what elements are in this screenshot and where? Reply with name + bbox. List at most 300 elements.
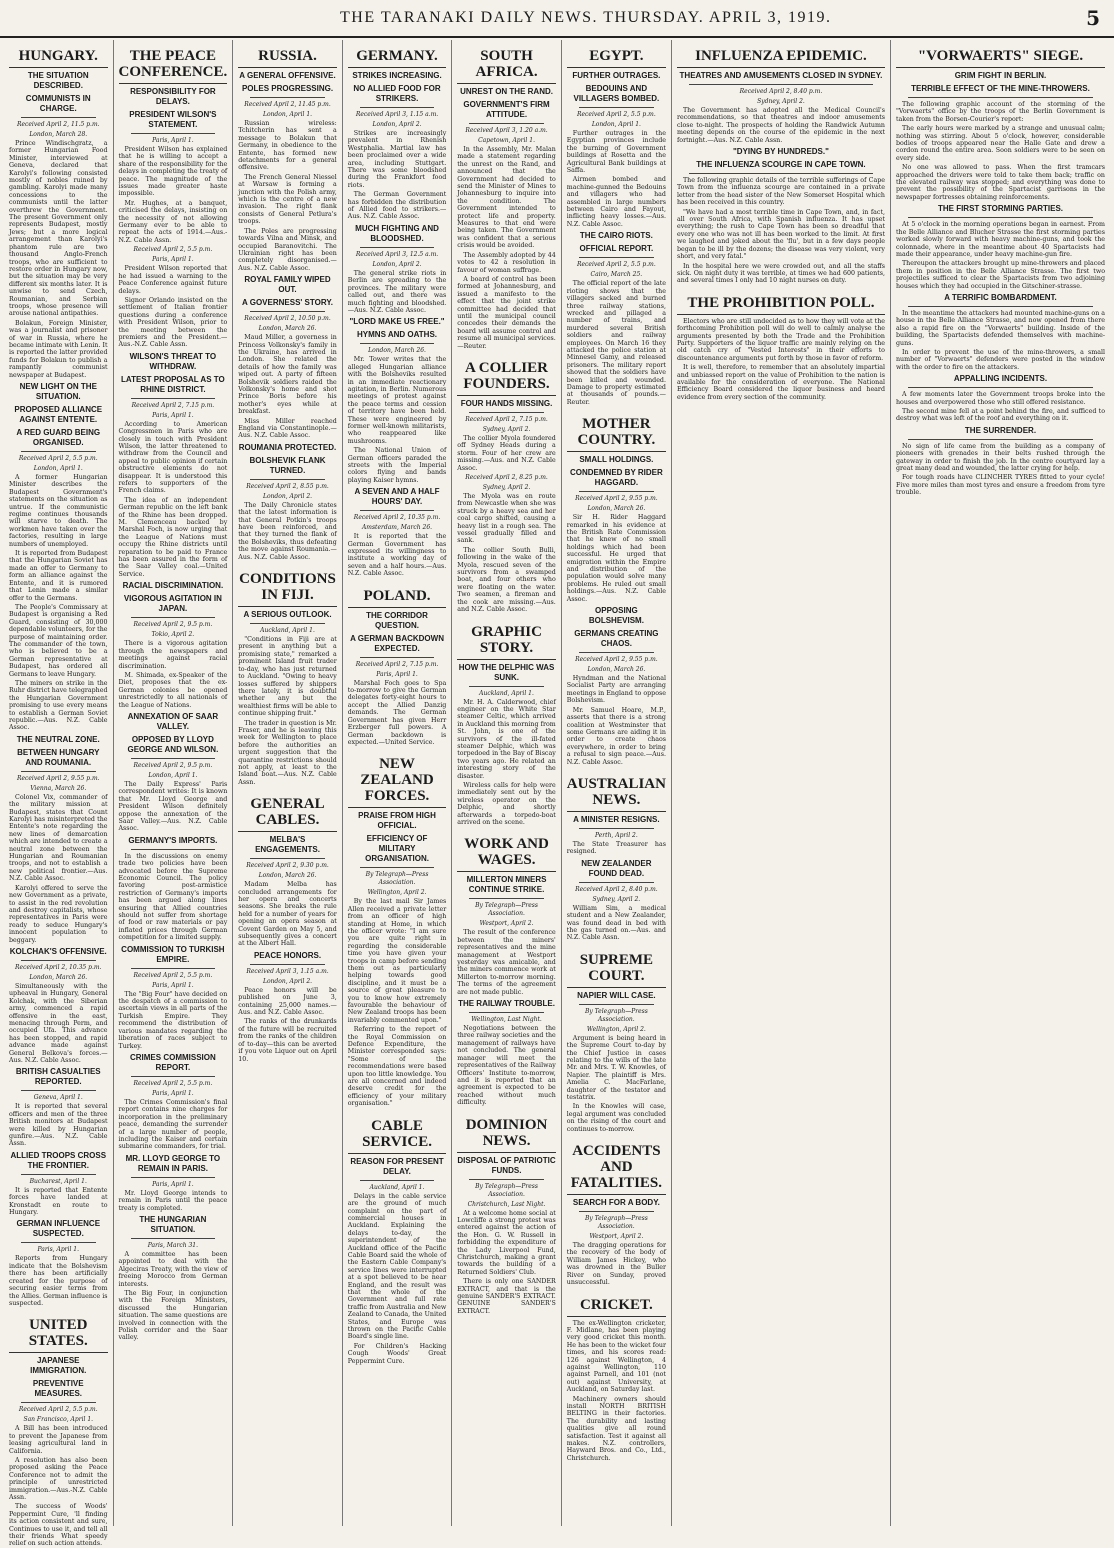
- paragraph: A board of control has been formed at Johannesburg, and issued a manifesto to the effect that the joint strike committee had decided that until the municipal council concedes their demands the board will assume control and resume all municipal services.—Reuter.: [457, 275, 556, 350]
- dateline: Wellington, April 2.: [586, 1025, 646, 1033]
- dateline: Received April 2, 10.50 p.m.: [244, 315, 331, 323]
- dateline: Capetown, April 1.: [478, 137, 535, 144]
- paragraph: Russian wireless: Tchitcherin has sent a message to Bolakun that Germany, in obedience to the Entente, has formed new detachments for a general offensive.: [238, 120, 337, 172]
- subheading: THE FIRST STORMING PARTIES.: [937, 204, 1064, 214]
- dateline: By Telegraph—Press Association.: [584, 1215, 648, 1231]
- dateline: Westport, April 2.: [479, 920, 534, 928]
- column-7: [672, 40, 891, 1526]
- subheading: KOLCHAK'S OFFENSIVE.: [9, 946, 107, 956]
- article: [457, 832, 556, 1106]
- article: [457, 356, 556, 614]
- article-headline: SOUTH AFRICA.: [457, 44, 556, 84]
- dateline: London, April 2.: [262, 977, 313, 985]
- subheading: THE NEUTRAL ZONE.: [16, 734, 100, 744]
- paragraph: A Bill has been introduced to prevent the Japanese from leasing agricultural land in California.: [9, 1425, 108, 1455]
- article-headline: AUSTRALIAN NEWS.: [567, 772, 666, 812]
- article-headline: POLAND.: [348, 584, 447, 608]
- paragraph: There is only one SANDER EXTRACT, and that is the genuine SANDER'S EXTRACT. GENUINE SANDER'S EXTRACT.: [457, 1278, 556, 1315]
- paragraph: The following graphic details of the terrible sufferings of Cape Town from the influenza scourge are contained in a private letter from the head sister of the New Somerset Hospital which has been received in this country.: [676, 177, 885, 207]
- paragraph: The German Government has forbidden the distribution of Allied food to strikers.—Aus. N.Z. Cable Assoc.: [347, 191, 447, 221]
- dateline: Received April 2, 11.5 p.m.: [16, 121, 100, 128]
- paragraph: It is reported that the German Government has expressed its willingness to institute a working day of seven and a half hours.—Aus. N.Z. Cable Assoc.: [347, 533, 447, 578]
- subheading: NEW LIGHT ON THE SITUATION.: [19, 382, 97, 401]
- paragraph: Marshal Foch goes to Spa to-morrow to give the German delegates forty-eight hours to accept the Allied Danzig demands. The German Government has given Herr Erzberger full powers. A German backdown is expected.—United Service.: [347, 679, 447, 746]
- paragraph: The Poles are progressing towards Vilna and Minsk, and occupied Baranovitchi. The Ukrainian right has been completely disorganised.—Aus. N.Z. Cable Assoc.: [238, 227, 337, 272]
- paragraph: Mr. H. A. Calderwood, chief engineer on the White Star steamer Celtic, which arrived in Auckland this morning from St. John, is one of the survivors of the ill-fated steamer Delphic, which was torpedoed in the Bay of Biscay two years ago. He related an interesting story of the disaster.: [457, 698, 556, 780]
- paragraph: Maud Miller, a governess in Princess Volkonsky's family in the Ukraine, has arrived in London. She related the details of how the family was wiped out. A party of fifteen Bolshevik soldiers raided the Volkonsky's home and shot Prince Boris before his mother's eyes while at breakfast.: [238, 334, 337, 416]
- divider-rule: [250, 964, 325, 965]
- subheading: SMALL HOLDINGS.: [579, 455, 654, 465]
- dateline: London, April 1.: [33, 465, 83, 472]
- dateline: London, March 26.: [587, 505, 646, 513]
- paragraph: The "Big Four" have decided on the despatch of a commission to ascertain views in all parts of the Turkish Empire. They recommend the distribution of various mandates regarding the liberation of races subject to Turkey.: [118, 990, 228, 1050]
- dateline: Paris, April 1.: [376, 670, 418, 678]
- subheading: TERRIBLE EFFECT OF THE MINE-THROWERS.: [911, 84, 1090, 93]
- article-columns: [4, 40, 1110, 1548]
- divider-rule: [21, 1402, 96, 1403]
- subheading: SEARCH FOR A BODY.: [572, 1198, 660, 1208]
- dateline: Paris, April 1.: [152, 981, 194, 989]
- subheading: PROPOSED ALLIANCE AGAINST ENTENTE.: [14, 405, 103, 424]
- dateline: Received April 2, 10.35 p.m.: [353, 514, 441, 522]
- subheading: LATEST PROPOSAL AS TO RHINE DISTRICT.: [121, 374, 225, 394]
- article: [896, 44, 1105, 497]
- article-headline: MOTHER COUNTRY.: [567, 412, 666, 452]
- paragraph: No sign of life came from the building as a company of pioneers with grenades in their belts rushed through the gateway in order to finish the job. In the centre courtyard lay a great many dead and wounded, the latter crying for help.: [895, 442, 1105, 473]
- dateline: Received April 2, 9.30 p.m.: [246, 862, 329, 870]
- paragraph: A resolution has also been proposed asking the Peace Conference not to admit the principle of unrestricted immigration.—Aus.-N.Z. Cable Assn.: [9, 1456, 108, 1501]
- dateline: Sydney, April 2.: [482, 484, 531, 491]
- paragraph: In the meantime the attackers had mounted machine-guns on a house in the Belle Alliance Strasse, and now opened from there also a rapid fire on the "Vorwaerts" building. Inside of the building, the Spartacists defended themselves with machine-guns.: [895, 309, 1106, 347]
- dateline: Sydney, April 2.: [757, 98, 805, 105]
- article: [348, 752, 447, 1107]
- article-headline: EGYPT.: [567, 44, 666, 68]
- subheading: COMMUNISTS IN CHARGE.: [25, 94, 91, 113]
- divider-rule: [469, 412, 544, 413]
- dateline: Received April 2, 5.5 p.m.: [133, 246, 213, 254]
- paragraph: The result of the conference between the miners' representatives and the mine management at Westport yesterday was amicable, and the miners commence work at Millerton to-morrow morning. The terms of the agreement are not made public.: [457, 929, 556, 996]
- subheading: HOW THE DELPHIC WAS SUNK.: [458, 662, 555, 682]
- dateline: Auckland, April 1.: [479, 689, 534, 697]
- dateline: London, March 26.: [258, 325, 317, 333]
- dateline: Paris, April 1.: [152, 1180, 194, 1188]
- paragraph: The dragging operations for the recovery of the body of William James Hickey, who was drowned in the Buller River on Sunday, proved unsuccessful.: [566, 1242, 666, 1287]
- paragraph: The People's Commissary at Budapest is organising a Red Guard, consisting of 30,000 dependable volunteers, for the purpose of maintaining order. The commander of the town, who is believed to be a German representative at Budapest, has ordered all Germans to leave Hungary.: [9, 603, 108, 678]
- dateline: Geneva, April 1.: [33, 1094, 83, 1102]
- article-headline: UNITED STATES.: [9, 1313, 108, 1353]
- subheading: GERMANS CREATING CHAOS.: [574, 629, 659, 649]
- dateline: Sydney, April 2.: [592, 895, 641, 903]
- subheading: ROYAL FAMILY WIPED OUT.: [244, 275, 331, 295]
- paragraph: At a welcome home social at Lowcliffe a strong protest was entered against the action of the Hon. G. W. Russell in forbidding the expenditure of the Lady Liverpool Fund, Christchurch, making a grant towards the building of a Returned Soldiers' Club.: [457, 1209, 556, 1276]
- subheading: THE HUNGARIAN SITUATION.: [139, 1214, 207, 1234]
- dateline: Received April 3, 12.5 a.m.: [355, 250, 439, 258]
- divider-rule: [250, 858, 325, 859]
- article-headline: GENERAL CABLES.: [238, 792, 337, 832]
- column-6: [562, 40, 672, 1526]
- paragraph: "We have had a most terrible time in Cape Town, and, in fact, all over South Africa, with Spanish influenza. It has upset everything; the rush to Cape Town has been so dreadful that every one who was not ill has been worked to the limit. At first we laughed and joked about the 'flu', but in a few days people began to be ill by the dozens; the disease was very violent, very short, and very fatal.": [676, 208, 885, 261]
- divider-rule: [579, 491, 654, 492]
- article: [238, 44, 337, 561]
- paragraph: There is a vigorous agitation through the newspapers and meetings against racial discrimination.: [118, 640, 228, 670]
- paragraph: The general strike riots in Berlin are spreading to the provinces. The military were called out, and there was much fighting and bloodshed.—Aus. N.Z. Cable Assoc.: [347, 269, 447, 314]
- subheading: A SEVEN AND A HALF HOURS' DAY.: [354, 487, 440, 507]
- divider-rule: [469, 898, 544, 899]
- divider-rule: [689, 173, 873, 174]
- article-headline: THE PROHIBITION POLL.: [677, 291, 885, 315]
- divider-rule: [131, 617, 216, 618]
- article-headline: SUPREME COURT.: [567, 948, 666, 988]
- subheading: THE RAILWAY TROUBLE.: [458, 999, 555, 1009]
- article: [567, 44, 666, 406]
- paragraph: The Assembly adopted by 44 votes to 42 a resolution in favour of woman suffrage.: [457, 251, 556, 274]
- dateline: Auckland, April 1.: [369, 1183, 425, 1191]
- dateline: By Telegraph—Press Association.: [584, 1007, 648, 1023]
- subheading: NO ALLIED FOOD FOR STRIKERS.: [353, 84, 441, 103]
- paragraph: William Sim, a medical student and a New Zealander, was found dead in bed with the gas turned on.—Aus. and N.Z. Cable Assn.: [566, 904, 666, 942]
- article: [457, 44, 556, 350]
- subheading: GOVERNMENT'S FIRM ATTITUDE.: [463, 100, 550, 119]
- divider-rule: [469, 1012, 544, 1013]
- divider-rule: [21, 960, 96, 961]
- paragraph: In the Knowles will case, legal argument was concluded on the rising of the court and continues to-morrow.: [566, 1103, 666, 1133]
- paragraph: In the Assembly, Mr. Malan made a statement regarding the unrest on the Rand, and announced that the Government had decided to send the Minister of Mines to Johannesburg to inquire into the condition. The Government intended to protect life and property. Measures to that end were being taken. The Government was confident that a serious crisis would be avoided.: [457, 146, 556, 250]
- article: [9, 1313, 108, 1548]
- dateline: London, April 1.: [148, 771, 198, 779]
- dateline: Tokio, April 2.: [151, 631, 195, 639]
- divider-rule: [908, 387, 1093, 388]
- divider-rule: [21, 451, 96, 452]
- dateline: Received April 2, 7.15 p.m.: [355, 660, 439, 668]
- article-headline: GRAPHIC STORY.: [457, 620, 556, 660]
- paragraph: The Government has adopted all the Medical Council's recommendations, so that theatres and indoor amusements close to-night. The prospects of holding the Randwick Autumn meeting depends on the course of the epidemic in the next fortnight.—Aus. N.Z. Cable Assn.: [676, 107, 885, 144]
- paragraph: Wireless calls for help were immediately sent out by the wireless operator on the Delphic, and shortly afterwards a torpedo-boat arrived on the scene.: [457, 781, 556, 826]
- article: [567, 412, 666, 766]
- article: [457, 620, 556, 827]
- divider-rule: [131, 1238, 216, 1239]
- paragraph: The collier South Bulli, following in the wake of the Myola, rescued seven of the survivors from a swamped boat, and four others who were floating on the water. Two seamen, a fireman and the cook are missing.—Aus. and N.Z. Cable Assoc.: [457, 546, 556, 614]
- divider-rule: [360, 1180, 435, 1181]
- article-headline: INFLUENZA EPIDEMIC.: [677, 44, 885, 68]
- dateline: By Telegraph—Press Association.: [475, 1182, 538, 1198]
- divider-rule: [360, 107, 435, 108]
- dateline: Westport, April 2.: [589, 1233, 644, 1241]
- paragraph: A former Hungarian Minister describes the Budapest Government's statements on the situation as untrue. If the communistic regime continues thousands will starve to death. The workmen have taken over the factories, resulting in large numbers of unemployed.: [9, 474, 108, 548]
- article-headline: CRICKET.: [567, 1293, 666, 1317]
- dateline: Received April 2, 8.25 p.m.: [465, 474, 548, 481]
- divider-rule: [689, 84, 873, 85]
- subheading: POLES PROGRESSING.: [241, 84, 334, 93]
- subheading: UNREST ON THE RAND.: [460, 87, 553, 96]
- paragraph: Thereupon the attackers brought up mine-throwers and placed them in position in the Belle Alliance Strasse. The first two projectiles sufficed to clear the Spartacists from two adjoining houses which they had occupied in the Gitschiner-strasse.: [895, 260, 1105, 290]
- paragraph: By the last mail Sir James Allen received a private letter from an officer of high standing at Home, in which the officer wrote: "I am sure you are quite right in regarding the considerable time you have given your troops in camp before sending them out as particularly helping towards good discipline, and it must be a source of great pleasure to you to know how extremely favourable the behaviour of New Zealand troops has been invariably commented upon.": [347, 898, 447, 1024]
- dateline: Received April 2, 9.55 p.m.: [575, 656, 658, 664]
- divider-rule: [360, 343, 435, 344]
- divider-rule: [21, 117, 96, 118]
- dateline: Paris, April 1.: [152, 411, 194, 419]
- paragraph: The Myola was en route from Newcastle when she was struck by a heavy sea and her coal cargo shifted, causing a heavy list in a rough sea. The vessel gradually filled and sank.: [457, 493, 556, 545]
- subheading: GERMAN INFLUENCE SUSPECTED.: [16, 1219, 101, 1239]
- article: [348, 1114, 447, 1365]
- subheading: BETWEEN HUNGARY AND ROUMANIA.: [17, 747, 100, 767]
- subheading: A TERRIFIC BOMBARDMENT.: [944, 292, 1057, 302]
- divider-rule: [360, 867, 435, 868]
- paragraph: The early hours were marked by a strange and unusual calm; nothing was stirring. About 5 o'clock, however, considerable bodies of troops appeared near the Halle Gate and drew a cordon round the entire area. Soon soldiers were to be seen on every side.: [895, 125, 1105, 162]
- paragraph: Machinery owners should install NORTH BRITISH BELTING in their factories. The durability and lasting qualities give all round satisfaction. Test it against all makes. N.Z. controllers, Hayward Bros. and Co., Ltd., Christchurch.: [566, 1395, 666, 1462]
- paragraph: Referring to the report of the Royal Commission on Defence Expenditure, the Minister corresponded says: "Some of the recommendations were based upon too little knowledge. You are all concerned and indeed deserve credit for the efficiency of your military organisation.": [347, 1026, 447, 1108]
- subheading: WILSON'S THREAT TO WITHDRAW.: [129, 351, 217, 371]
- article-headline: NEW ZEALAND FORCES.: [348, 752, 447, 808]
- subheading: FURTHER OUTRAGES.: [572, 71, 661, 80]
- divider-rule: [579, 107, 654, 108]
- paragraph: The ranks of the drunkards of the future will be recruited from the ranks of the children of to-day—this can be averted if you vote Liquor out on April 10.: [238, 1018, 337, 1063]
- article-headline: CONDITIONS IN FIJI.: [238, 567, 337, 607]
- divider-rule: [469, 1179, 544, 1180]
- subheading: THE SURRENDER.: [964, 425, 1037, 435]
- paragraph: It is reported that several officers and men of the three British monitors at Budapest were killed by Hungarian gunfire.—Aus. N.Z. Cable Assn.: [9, 1103, 108, 1148]
- subheading: RESPONSIBILITY FOR DELAYS.: [130, 87, 216, 106]
- paragraph: It is reported from Budapest that the Hungarian Soviet has made an offer to Germany to form an alliance against the Entente, and it is rumored that Lenin made a similar offer to the Germans.: [9, 550, 108, 602]
- article: [677, 44, 885, 285]
- dateline: Received April 2, 7.15 p.m.: [465, 415, 548, 423]
- paragraph: Sir H. Rider Haggard remarked in his evidence at the British Rate Commission that he knew of no small holdings which had been successful. He urged that emigration within the Empire and distribution of the population would solve many problems. He ruled out small holdings.—Aus. N.Z. Cable Assoc.: [566, 514, 666, 603]
- column-8: [891, 40, 1110, 1526]
- paragraph: A few moments later the Government troops broke into the houses and overpowered those who still offered resistance.: [895, 391, 1105, 406]
- paragraph: Strikes are increasingly prevalent in Rhenish Westphalia. Martial law has been proclaimed over a wide area, including Stuttgart. There was some bloodshed during the Frankfort food riots.: [347, 130, 447, 189]
- divider-rule: [131, 849, 216, 850]
- dateline: London, April 1.: [262, 111, 313, 118]
- paragraph: No one was allowed to pass. When the first tramcars approached the drivers were told to take them back; traffic on the elevated railway was stopped; and everything was done to prevent the possibility of the Spartacist garrisons in the newspaper fortresses obtaining reinforcements.: [895, 164, 1105, 201]
- article-headline: DOMINION NEWS.: [457, 1113, 556, 1153]
- article: [348, 44, 447, 578]
- column-2: [114, 40, 234, 1526]
- subheading: NAPIER WILL CASE.: [577, 990, 656, 1000]
- divider-rule: [579, 652, 654, 653]
- column-1: [4, 40, 114, 1548]
- subheading: A GERMAN BACKDOWN EXPECTED.: [350, 633, 444, 653]
- dateline: London, April 2.: [262, 492, 313, 500]
- dateline: Received April 2, 8.40 p.m.: [575, 885, 658, 893]
- paragraph: Negotiations between the three railway societies and the management of railways have not concluded. The general manager will meet the representatives of the Railway Officers' Institute to-morrow, and it is reported that an agreement is expected to be reached without much difficulty.: [457, 1025, 556, 1107]
- paragraph: At 5 o'clock in the morning operations began in earnest. From the Belle Alliance and Blucher Strasse the first storming parties worked slowly forward with heavy machine-guns, and took the colonnade, where in the meantime about 40 Spartacists had made their appearance, under heavy machine-gun fire.: [895, 221, 1105, 258]
- paragraph: Airmen bombed and machine-gunned the Bedouins and villagers who had assembled in large numbers between Cairo and Fayout, inflicting heavy losses.—Aus. N.Z. Cable Assoc.: [566, 176, 666, 228]
- divider-rule: [908, 217, 1093, 218]
- divider-rule: [250, 479, 325, 480]
- paragraph: In order to prevent the use of the mine-throwers, a small number of "Vorwaerts" defenders were posted in the window with the order to fire on the attackers.: [895, 348, 1105, 371]
- article-headline: ACCIDENTS AND FATALITIES.: [567, 1139, 666, 1195]
- dateline: Received April 2, 9.55 p.m.: [16, 774, 100, 782]
- article: [567, 1293, 666, 1463]
- dateline: Received April 2, 5.5 p.m.: [18, 1406, 98, 1414]
- divider-rule: [579, 1211, 654, 1212]
- article: [119, 44, 228, 1342]
- dateline: London, March 26.: [258, 872, 317, 880]
- subheading: THE INFLUENZA SCOURGE IN CAPE TOWN.: [696, 160, 866, 170]
- subheading: "DYING BY HUNDREDS.": [733, 147, 829, 157]
- divider-rule: [131, 1076, 216, 1077]
- subheading: REASON FOR PRESENT DELAY.: [350, 1156, 444, 1176]
- dateline: Wellington, Last Night.: [471, 1016, 542, 1024]
- subheading: DISPOSAL OF PATRIOTIC FUNDS.: [457, 1155, 556, 1175]
- paragraph: Further outrages in the Egyptian provinces include the burning of Government buildings at Rosetta and the Agricultural Bank buildings at Saffa.: [566, 130, 666, 175]
- paragraph: Argument is being heard in the Supreme Court to-day by the Chief Justice in cases relating to the wills of the late Mr. and Mrs. T. W. Knowles, of Napier. The plaintiff is Mrs. Amelia C. MacFarlane, daughter of the testator and testatrix.: [566, 1034, 666, 1102]
- paragraph: Karolyi offered to serve the new Government as a private, to assist in the red revolution and destroy capitalists, whose representatives in Paris were ready to seduce Hungary's innocent population to beggary.: [9, 884, 108, 944]
- article-headline: A COLLIER FOUNDERS.: [457, 356, 556, 396]
- divider-rule: [908, 97, 1093, 98]
- newspaper-masthead: [0, 0, 1114, 38]
- paragraph: For tough roads have CLINCHER TYRES fitted to your cycle! Five more miles than most tyres and ensure a freedom from tyre trouble.: [895, 474, 1105, 497]
- dateline: Paris, April 1.: [152, 137, 194, 144]
- paragraph: The idea of an independent German republic on the left bank of the Rhine has been dropped. M. Clemenceau backed by Marshal Foch, is now urging that the League of Nations must occupy the Rhine districts until reparation to be paid to France has been assured in the form of the Saar Valley coal.—United Service.: [118, 496, 228, 578]
- subheading: JAPANESE IMMIGRATION.: [30, 1356, 87, 1376]
- subheading: PRESIDENT WILSON'S STATEMENT.: [129, 110, 217, 129]
- paragraph: Mr. Tower writes that the alleged Hungarian alliance with the Bolsheviks resulted in an immediate reactionary agitation, in Berlin. Numerous meetings of protest against the peace terms and cession of territory have been held. These were engineered by former well-known militarists, who reappeared like mushrooms.: [347, 356, 447, 445]
- paragraph: The collier Myola foundered off Sydney Heads during a storm. Four of her crew are missing.—Aus. and N.Z. Cable Assoc.: [457, 434, 556, 472]
- column-4: [343, 40, 453, 1526]
- subheading: BEDOUINS AND VILLAGERS BOMBED.: [573, 84, 660, 103]
- subheading: ROUMANIA PROTECTED.: [238, 442, 337, 452]
- dateline: Wellington, April 2.: [367, 889, 427, 897]
- page-number: 5: [1086, 6, 1100, 30]
- subheading: APPALLING INCIDENTS.: [953, 374, 1048, 384]
- dateline: London, March 28.: [29, 131, 88, 138]
- dateline: London, April 2.: [372, 260, 422, 268]
- article: [348, 584, 447, 747]
- divider-rule: [908, 439, 1093, 440]
- subheading: ALLIED TROOPS CROSS THE FRONTIER.: [10, 1150, 107, 1170]
- dateline: San Francisco, April 1.: [23, 1416, 94, 1424]
- subheading: CONDEMNED BY RIDER HAGGARD.: [570, 468, 663, 488]
- subheading: PEACE HONORS.: [253, 950, 322, 960]
- dateline: Bucharest, April 1.: [29, 1177, 87, 1185]
- dateline: By Telegraph—Press Association.: [365, 871, 429, 887]
- paragraph: The State Treasurer has resigned.: [566, 840, 666, 856]
- subheading: RACIAL DISCRIMINATION.: [122, 581, 224, 591]
- subheading: CRIMES COMMISSION REPORT.: [129, 1052, 216, 1072]
- paragraph: For Children's Hacking Cough Woods' Great Peppermint Cure.: [347, 1342, 447, 1365]
- divider-rule: [250, 311, 325, 312]
- dateline: Auckland, April 1.: [260, 627, 315, 635]
- article: [567, 948, 666, 1133]
- subheading: THEATRES AND AMUSEMENTS CLOSED IN SYDNEY.: [679, 71, 883, 80]
- divider-rule: [360, 510, 435, 511]
- paragraph: Reports from Hungary indicate that the Bolshevism there has been artificially created for the purpose of securing easier terms from the Allies. German influence is suspected.: [9, 1255, 108, 1307]
- article: [567, 1139, 666, 1286]
- paragraph: The official report of the late rioting shows that the villagers sacked and burned three railway stations, wrecked and pillaged a number of trains, and murdered several British soldiers and railway employees. On March 16 they attacked the police station at Minnesel Gamy, and released prisoners. The military report showed that the soldiers have been killed and wounded. Damage to property estimated at thousands of pounds.—Reuter.: [566, 280, 666, 406]
- paragraph: Signor Orlando insisted on the settlement of Italian frontier questions during a conference with President Wilson, prior to the meeting between the premiers and the President.—Aus.-N.Z. Cable Assn.: [118, 296, 228, 349]
- paragraph: Mr. Lloyd George intends to remain in Paris until the peace treaty is completed.: [118, 1189, 228, 1212]
- subheading: PREVENTIVE MEASURES.: [32, 1379, 84, 1399]
- divider-rule: [250, 97, 325, 98]
- dateline: By Telegraph—Press Association.: [475, 902, 538, 918]
- paragraph: It is reported that Entente forces have landed at Kronstadt en route to Hungary.: [9, 1186, 108, 1217]
- subheading: A GOVERNESS' STORY.: [242, 298, 333, 308]
- subheading: GERMANY'S IMPORTS.: [128, 835, 218, 845]
- article-headline: WORK AND WAGES.: [457, 832, 556, 872]
- article: [238, 567, 337, 786]
- paragraph: The second mine fell at a point behind the fire, and sufficed to destroy what was left of the roof and everything on it.: [895, 408, 1105, 423]
- dateline: Paris, April 1.: [152, 256, 194, 264]
- divider-rule: [250, 623, 325, 624]
- paragraph: The National Union of German officers paraded the streets with the Imperial colors flying and bands playing Kaiser hymns.: [347, 447, 447, 484]
- dateline: Received April 2, 5.5 p.m.: [576, 111, 656, 118]
- paragraph: The Crimes Commission's final report contains nine charges for incorporation in the preliminary peace, demanding the surrender of a large number of people, including the Kaiser and certain submarine commanders, for trial.: [118, 1098, 228, 1151]
- divider-rule: [908, 306, 1093, 307]
- subheading: OFFICIAL REPORT.: [579, 244, 654, 254]
- dateline: Received April 2, 8.40 p.m.: [739, 88, 823, 95]
- paragraph: Miss Miller reached England via Constantinople.—Aus. N.Z. Cable Assoc.: [238, 417, 337, 440]
- dateline: Received April 2, 8.55 p.m.: [246, 482, 329, 490]
- article-headline: RUSSIA.: [238, 44, 337, 68]
- paragraph: It is well, therefore, to remember that an absolutely impartial and unbiassed report on the value of Prohibition to the nation is available for the consideration of everyone. The National Efficiency Board considered the liquor business and heard evidence from every section of the community.: [676, 364, 885, 401]
- paragraph: Bolakun, Foreign Minister, was a journalist and prisoner of war in Russia, where he became intimate with Lenin. It is reported the latter provided funds for Bolakun to publish a rampantly communist newspaper at Budapest.: [9, 319, 108, 379]
- divider-rule: [579, 1004, 654, 1005]
- dateline: Received April 2, 5.5 p.m.: [133, 971, 213, 979]
- dateline: Paris, March 31.: [147, 1241, 199, 1249]
- divider-rule: [21, 771, 96, 772]
- dateline: Received April 2, 9.5 p.m.: [133, 621, 213, 629]
- subheading: "LORD MAKE US FREE.": [349, 317, 445, 327]
- article-headline: CABLE SERVICE.: [348, 1114, 447, 1154]
- divider-rule: [360, 657, 435, 658]
- dateline: Perth, April 2.: [594, 831, 638, 839]
- dateline: Vienna, March 26.: [30, 784, 87, 792]
- article: [457, 1113, 556, 1316]
- subheading: OPPOSED BY LLOYD GEORGE AND WILSON.: [127, 734, 219, 754]
- paragraph: The miners on strike in the Ruhr district have telegraphed the Hungarian Government promising to use every means to establish a German Soviet republic.—Aus. N.Z. Cable Assoc.: [9, 679, 108, 732]
- subheading: A RED GUARD BEING ORGANISED.: [16, 428, 101, 447]
- dateline: Received April 3, 1.15 a.m.: [355, 111, 439, 118]
- divider-rule: [469, 123, 544, 124]
- paragraph: The French General Niessel at Warsaw is forming a junction with the Polish army, which is the centre of a new invasion. The right flank consists of General Petlura's troops.: [238, 173, 337, 226]
- dateline: Received April 2, 5.5 p.m.: [576, 261, 656, 269]
- subheading: PRAISE FROM HIGH OFFICIAL.: [358, 811, 436, 831]
- dateline: London, April 2.: [372, 121, 422, 128]
- column-3: [233, 40, 343, 1526]
- subheading: THE CORRIDOR QUESTION.: [366, 610, 428, 630]
- subheading: FOUR HANDS MISSING.: [460, 398, 553, 408]
- subheading: VIGOROUS AGITATION IN JAPAN.: [123, 594, 222, 614]
- subheading: THE SITUATION DESCRIBED.: [27, 71, 89, 90]
- divider-rule: [469, 686, 544, 687]
- article-headline: "VORWAERTS" SIEGE.: [896, 44, 1105, 68]
- subheading: ANNEXATION OF SAAR VALLEY.: [127, 711, 219, 731]
- subheading: HYMNS AND OATHS.: [357, 330, 438, 340]
- divider-rule: [579, 257, 654, 258]
- dateline: Received April 2, 7.15 p.m.: [131, 401, 215, 409]
- divider-rule: [131, 133, 216, 134]
- divider-rule: [131, 758, 216, 759]
- paragraph: The Big Four, in conjunction with the Foreign Ministers, discussed the Hungarian situation. The same questions are involved in connection with the Polish corridor and the Saar valley.: [118, 1290, 228, 1342]
- paragraph: In the hospital here we were crowded out, and all the staffs sick. On night duty it was terrible, at times we had 600 patients, and several times I only had 10 night nurses on duty.: [676, 262, 885, 285]
- dateline: London, March 26.: [368, 347, 426, 355]
- divider-rule: [360, 247, 435, 248]
- dateline: London, March 26.: [29, 973, 88, 981]
- subheading: OPPOSING BOLSHEVISM.: [588, 606, 644, 626]
- divider-rule: [21, 1174, 96, 1175]
- dateline: Received April 2, 5.5 p.m.: [133, 1079, 213, 1087]
- dateline: Received April 3, 1.20 a.m.: [465, 127, 548, 134]
- subheading: A SERIOUS OUTLOOK.: [243, 610, 332, 620]
- paragraph: Mr. Hughes, at a banquet, criticised the delays, insisting on the necessity of not allowing Germany ever to be able to repeat the acts of 1914.—Aus.-N.Z. Cable Assn.: [118, 199, 228, 244]
- column-5: [452, 40, 562, 1526]
- paragraph: President Wilson has explained that he is willing to accept a share of the responsibility for the delays in completing the treaty of peace. The magnitude of the issues made greater haste impossible.: [118, 146, 228, 198]
- subheading: MR. LLOYD GEORGE TO REMAIN IN PARIS.: [125, 1153, 221, 1173]
- paragraph: Madam Melba has concluded arrangements for her opera and concerts seasons. She breaks the rule held for a number of years for opening an opera season at Covent Garden on May 5, and subsequently gives a concert at the Albert Hall.: [238, 881, 337, 948]
- paragraph: The trader in question is Mr. Fraser, and he is leaving this week for Wellington to place before the authorities an urgent suggestion that the quarantine restrictions should not apply, at least to the Island boat.—Aus. N.Z. Cable Assn.: [238, 719, 337, 786]
- divider-rule: [21, 1242, 96, 1243]
- paragraph: The Daily Chronicle states that the latest information is that General Potkin's troops have been reinforced, and that they turned the flank of the Bolsheviks, thus defeating the move against Roumania.—Aus. N.Z. Cable Assoc.: [238, 501, 337, 561]
